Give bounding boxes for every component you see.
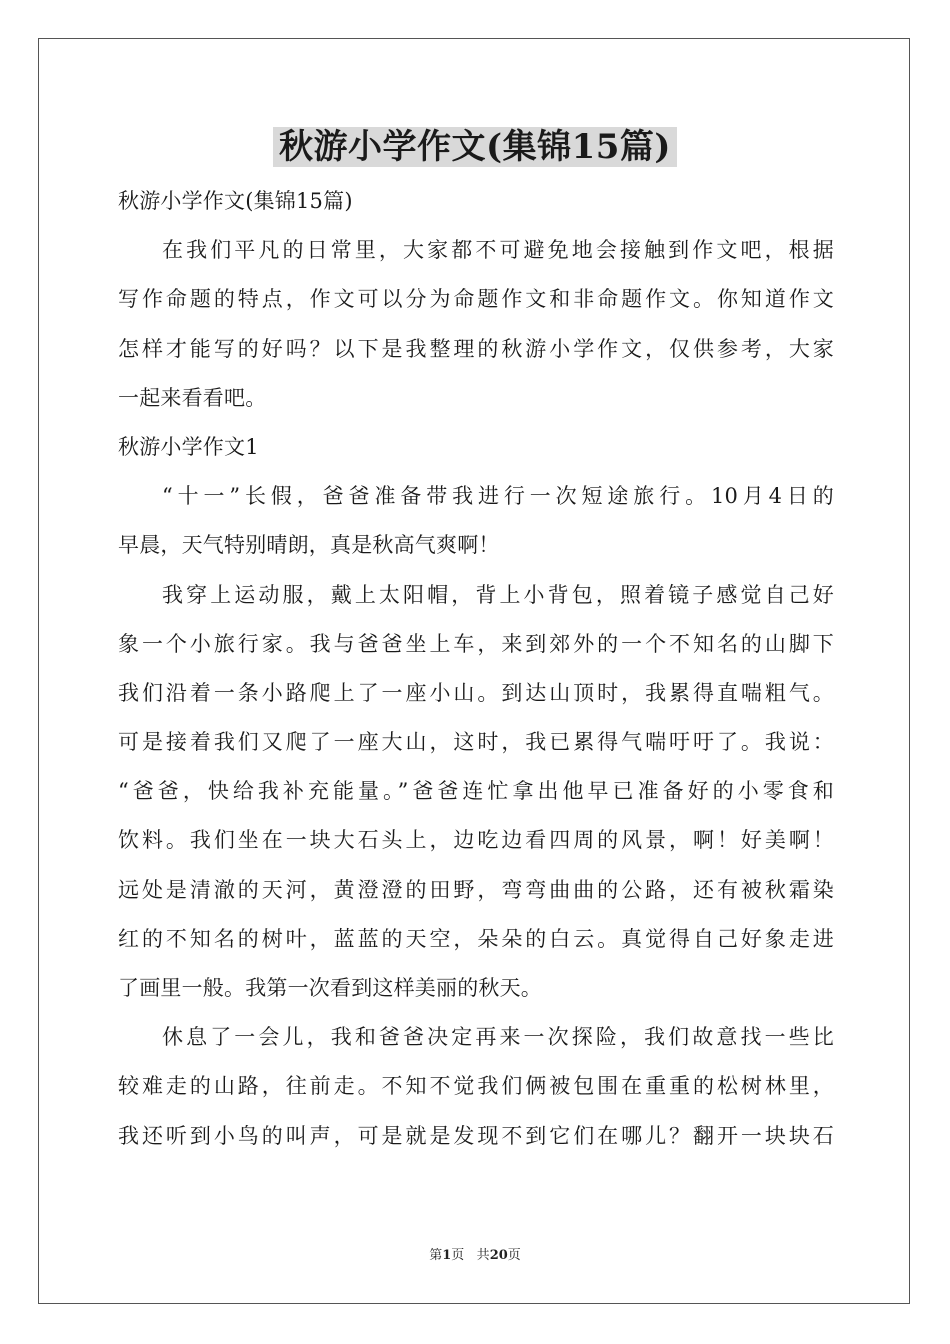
- footer-page-prefix: 第: [429, 1248, 443, 1263]
- text-line: 休息了一会儿，我和爸爸决定再来一次探险，我们故意找一些比: [162, 1025, 834, 1050]
- document-title: [0, 124, 950, 170]
- text-line: 较难走的山路，往前走。不知不觉我们俩被包围在重重的松树林里，: [118, 1074, 834, 1099]
- text-line: 象一个小旅行家。我与爸爸坐上车，来到郊外的一个不知名的山脚下: [118, 631, 834, 656]
- text-line: 写作命题的特点，作文可以分为命题作文和非命题作文。你知道作文: [118, 287, 834, 312]
- footer-page-total: 20: [489, 1248, 508, 1263]
- text-line: 怎样才能写的好吗？以下是我整理的秋游小学作文，仅供参考，大家: [118, 336, 834, 361]
- text-line: “爸爸，快给我补充能量。”爸爸连忙拿出他早已准备好的小零食和: [118, 779, 834, 804]
- text-line: 我穿上运动服，戴上太阳帽，背上小背包，照着镜子感觉自己好: [162, 582, 834, 607]
- text-line: 秋游小学作文1: [118, 434, 259, 459]
- text-line: 远处是清澈的天河，黄澄澄的田野，弯弯曲曲的公路，还有被秋霜染: [118, 877, 834, 902]
- text-line: 秋游小学作文(集锦15篇): [118, 189, 353, 213]
- footer-page-suffix: 页: [451, 1248, 465, 1263]
- text-line: 我还听到小鸟的叫声，可是就是发现不到它们在哪儿？翻开一块块石: [118, 1123, 834, 1148]
- text-line: 饮料。我们坐在一块大石头上，边吃边看四周的风景，啊！好美啊！: [118, 828, 834, 853]
- footer-page-current: 1: [442, 1248, 452, 1263]
- text-line: 可是接着我们又爬了一座大山，这时，我已累得气喘吁吁了。我说：: [118, 730, 834, 755]
- text-line: 早晨，天气特别晴朗，真是秋高气爽啊！: [118, 533, 500, 558]
- text-line: 我们沿着一条小路爬上了一座小山。到达山顶时，我累得直喘粗气。: [118, 680, 834, 705]
- text-line: 了画里一般。我第一次看到这样美丽的秋天。: [118, 976, 542, 1000]
- footer-total-suffix: 页: [507, 1248, 521, 1263]
- text-line: 一起来看看吧。: [118, 385, 267, 410]
- page-footer: [0, 1247, 950, 1265]
- text-line: 红的不知名的树叶，蓝蓝的天空，朵朵的白云。真觉得自己好象走进: [118, 926, 834, 951]
- footer-total-prefix: 共: [476, 1248, 490, 1263]
- text-line: 在我们平凡的日常里，大家都不可避免地会接触到作文吧，根据: [162, 238, 834, 263]
- text-line: “十一”长假，爸爸准备带我进行一次短途旅行。10月4日的: [162, 484, 834, 509]
- document-title-text: 秋游小学作文(集锦15篇): [273, 127, 677, 167]
- document-body: [118, 177, 834, 1161]
